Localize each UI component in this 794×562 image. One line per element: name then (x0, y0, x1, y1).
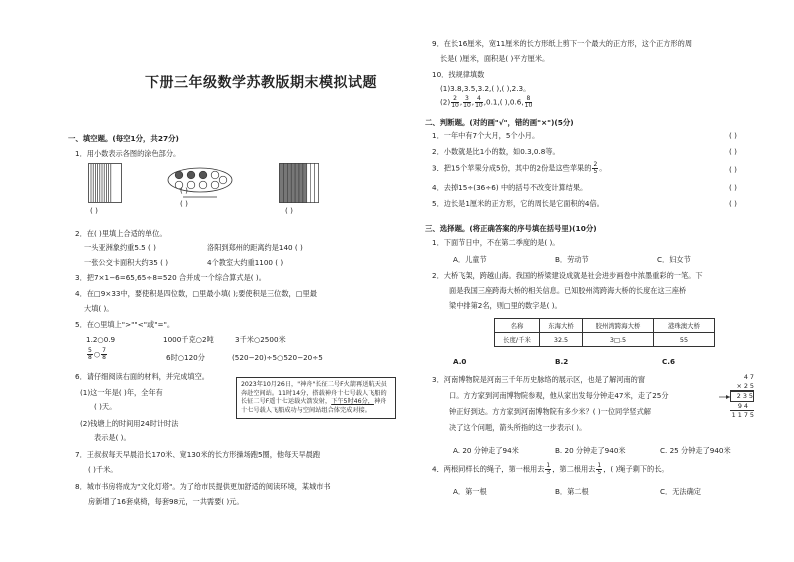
fraction: $\frac{7}{8}$ (102, 347, 106, 361)
vertical-calculation (730, 373, 754, 420)
q1-blank-1[interactable]: ( ) (90, 206, 98, 215)
figure-striped-bar (88, 163, 122, 203)
circle-shape (211, 181, 219, 189)
calc-line: 9 4 (730, 402, 754, 412)
q6-2-b: 表示是( )。 (94, 433, 131, 442)
circle-shape (175, 171, 183, 179)
table-cell: 3□.5 (583, 333, 654, 347)
table-header-row (495, 319, 715, 333)
table-header-cell: 港珠澳大桥 (654, 319, 715, 333)
table-cell: 长度/千米 (495, 333, 540, 347)
judge-answer-3[interactable]: ( ) (729, 165, 737, 174)
table-header-cell: 东海大桥 (540, 319, 583, 333)
choice-4: 4．两根同样长的绳子，第一根用去 $\frac{1}{3}$ ，第二根用去 $\frac{1}{5}$ ，( )绳子剩下的长。 (432, 462, 669, 476)
choice-3-opt-c[interactable]: C. 25 分钟走了940米 (660, 446, 731, 455)
choice-2-line-1: 2．大桥飞架，跨越山海。我国的桥梁建设成就是社会进步画卷中浓墨重彩的一笔。下 (432, 271, 703, 280)
q1-text: 1．用小数表示各图的涂色部分。 (75, 149, 181, 158)
circle-shape (199, 171, 207, 179)
calc-line: 1 1 7 5 (731, 411, 754, 420)
grid-column (311, 164, 315, 203)
choice-2-line-2: 面是我国三座跨海大桥的相关信息。已知胶州湾跨海大桥的长度在这三座桥 (449, 286, 687, 295)
judge-3: 3．把15个苹果分成5份，其中的2份是这些苹果的 $\frac{2}{5}$ 。 (432, 161, 607, 175)
q3-text: 3．把7×1−6=65,65÷8=520 合并成一个综合算式是( )。 (75, 273, 266, 282)
arrow-icon (718, 393, 732, 401)
q6-2-a: (2)钱塘上的时间用24时计时法 (80, 419, 179, 428)
choice-2-opt-c[interactable]: C.6 (662, 357, 676, 366)
table-header-cell: 胶州湾跨海大桥 (583, 319, 654, 333)
q4-line-1: 4．在□9×33中，要使积是四位数，□里最小填( );要使积是三位数，□里最 (75, 289, 317, 298)
choice-4-opt-b[interactable]: B．第二根 (555, 487, 589, 496)
q5-text: 5．在○里填上">""<"或"="。 (75, 320, 175, 329)
q6-text: 6．请仔细阅读右面的材料，并完成填空。 (75, 372, 209, 381)
choice-4-opt-c[interactable]: C．无法确定 (660, 487, 701, 496)
q1-blank-2-bottom[interactable]: ( ) (180, 199, 188, 208)
q4-line-2: 大填( )。 (84, 304, 114, 313)
q5-item-6: (520−20)÷5○520−20÷5 (232, 353, 323, 362)
bridge-table (494, 318, 715, 347)
circle-shape (199, 181, 207, 189)
judge-answer-5[interactable]: ( ) (729, 199, 737, 208)
grid-column (315, 164, 319, 203)
grid-column (283, 164, 287, 203)
q6-1-b: ( )天。 (94, 402, 117, 411)
judge-answer-4[interactable]: ( ) (729, 183, 737, 192)
section2-heading: 二、判断题。(对的画"√"，错的画"×")(5分) (425, 118, 574, 127)
choice-1-opt-a[interactable]: A．儿童节 (453, 255, 487, 264)
q6-1-a: (1)这一年是( )年，全年有 (80, 388, 163, 397)
judge-2: 2．小数就是比1小的数，如0.3,0.8等。 (432, 147, 560, 156)
choice-1-opt-b[interactable]: B．劳动节 (555, 255, 589, 264)
q1-blank-3[interactable]: ( ) (285, 206, 293, 215)
choice-2-line-3: 梁中排第2名，则□里的数字是( )。 (449, 301, 562, 310)
choice-2-opt-b[interactable]: B.2 (555, 357, 569, 366)
fraction: $\frac{5}{8}$ (88, 347, 92, 361)
grid-column (280, 164, 284, 203)
table-row (495, 333, 715, 347)
judge-5: 5．边长是1厘米的正方形，它的周长是它面积的4倍。 (432, 199, 604, 208)
figure-grid-square (279, 163, 319, 203)
choice-1-opt-c[interactable]: C．妇女节 (657, 255, 691, 264)
choice-3-line-2: 口。方方家到河南博物院参观，他从家出发每分钟走47米，走了25分 (449, 391, 669, 400)
circle-shape (211, 171, 219, 179)
page-title: 下册三年级数学苏教版期末模拟试题 (145, 75, 377, 91)
q5-item-2: 1000千克○2吨 (163, 335, 214, 344)
choice-4-opt-a[interactable]: A．第一根 (453, 487, 487, 496)
choice-3-opt-b[interactable]: B. 20 分钟走了940米 (555, 446, 626, 455)
circle-shape (187, 171, 195, 179)
grid-column (299, 164, 303, 203)
q5-item-1: 1.2○0.9 (86, 335, 116, 344)
table-cell: 32.5 (540, 333, 583, 347)
q8-line-1: 8．城市书房将成为"文化灯塔"。为了给市民提供更加舒适的阅读环境，某城市书 (75, 482, 331, 491)
calc-line: 2 3 5 (730, 391, 754, 402)
q10-seq-2: (2) $\frac{2}{10}$ , $\frac{3}{10}$ , $\frac{4}{10}$ ,0.1,( ),0.6, $\frac{8}{10}$ (440, 95, 533, 109)
news-box: 2023年10月26日，"神舟"长征二号F火箭再送航天员奔赴空间站。11时14分，搭载神舟十七号载人飞船的长征二号F遥十七运载火箭发射，下午5时46分，神舟十七号载人飞船成功与空间站组合体完成对接。 (236, 377, 396, 419)
section3-heading: 三、选择题。(将正确答案的序号填在括号里)(10分) (425, 224, 597, 233)
choice-3-opt-a[interactable]: A. 20 分钟走了94米 (453, 446, 519, 455)
section1-heading: 一、填空题。(每空1分，共27分) (68, 134, 179, 143)
q2-line-4: 4个教室大约重1100 ( ) (207, 258, 284, 267)
grid-column (291, 164, 295, 203)
q9-line-2: 长是( )厘米，面积是( )平方厘米。 (440, 54, 550, 63)
q5-item-4: $\frac{5}{8}$ ○ $\frac{7}{8}$ (88, 347, 106, 361)
q1-blank-2-top[interactable]: ( ) (180, 186, 188, 195)
q2-text: 2．在( )里填上合适的单位。 (75, 229, 167, 238)
q8-line-2: 房新增了16套桌椅，每套98元，一共需要( )元。 (88, 497, 244, 506)
q2-line-1: 一头亚洲象约重5.5 ( ) (84, 243, 156, 252)
calc-line: 4 7 (743, 373, 754, 381)
q2-line-3: 一张公交卡面积大约35 ( ) (84, 258, 169, 267)
grid-column (295, 164, 299, 203)
q7-line-2: ( )千米。 (88, 465, 118, 474)
grid-column (303, 164, 307, 203)
judge-1: 1．一年中有7个大月，5个小月。 (432, 131, 540, 140)
choice-1: 1．下面节日中，不在第二季度的是( )。 (432, 238, 560, 247)
choice-3-line-4: 决了这个问题，箭头所指的这一步表示( )。 (449, 423, 587, 432)
q10-text: 10．找规律填数 (432, 70, 485, 79)
choice-3-line-1: 3．河南博物院是河南三千年历史脉络的展示区，也是了解河南的窗 (432, 375, 646, 384)
judge-answer-1[interactable]: ( ) (729, 131, 737, 140)
table-header-cell: 名称 (495, 319, 540, 333)
q2-line-2: 洛阳到郑州的距离约是140 ( ) (207, 243, 303, 252)
grid-column (307, 164, 311, 203)
grid-column (287, 164, 291, 203)
choice-2-opt-a[interactable]: A.0 (453, 357, 467, 366)
q9-line-1: 9．在长16厘米，宽11厘米的长方形纸上剪下一个最大的正方形，这个正方形的周 (432, 39, 693, 48)
judge-answer-2[interactable]: ( ) (729, 147, 737, 156)
q5-item-5: 6时○120分 (166, 353, 205, 362)
q5-item-3: 3千米○2500米 (235, 335, 286, 344)
q10-seq-1: (1)3.8,3.5,3.2,( ),( ),2.3。 (440, 84, 531, 93)
calc-line: × 2 5 (730, 382, 754, 392)
circle-shape (219, 176, 227, 184)
table-cell: 55 (654, 333, 715, 347)
q7-line-1: 7．王叔叔每天早晨沿长170米、宽130米的长方形操场跑5圈，他每天早晨跑 (75, 450, 321, 459)
judge-4: 4．去掉15÷(36÷6) 中的括号不改变计算结果。 (432, 183, 588, 192)
choice-3-line-3: 钟正好到达。方方家到河南博物院有多少米？( )一位同学竖式解 (449, 407, 651, 416)
figure-fraction-bar (183, 196, 217, 198)
circle-shape (187, 181, 195, 189)
figure-oval-circles (167, 167, 233, 193)
